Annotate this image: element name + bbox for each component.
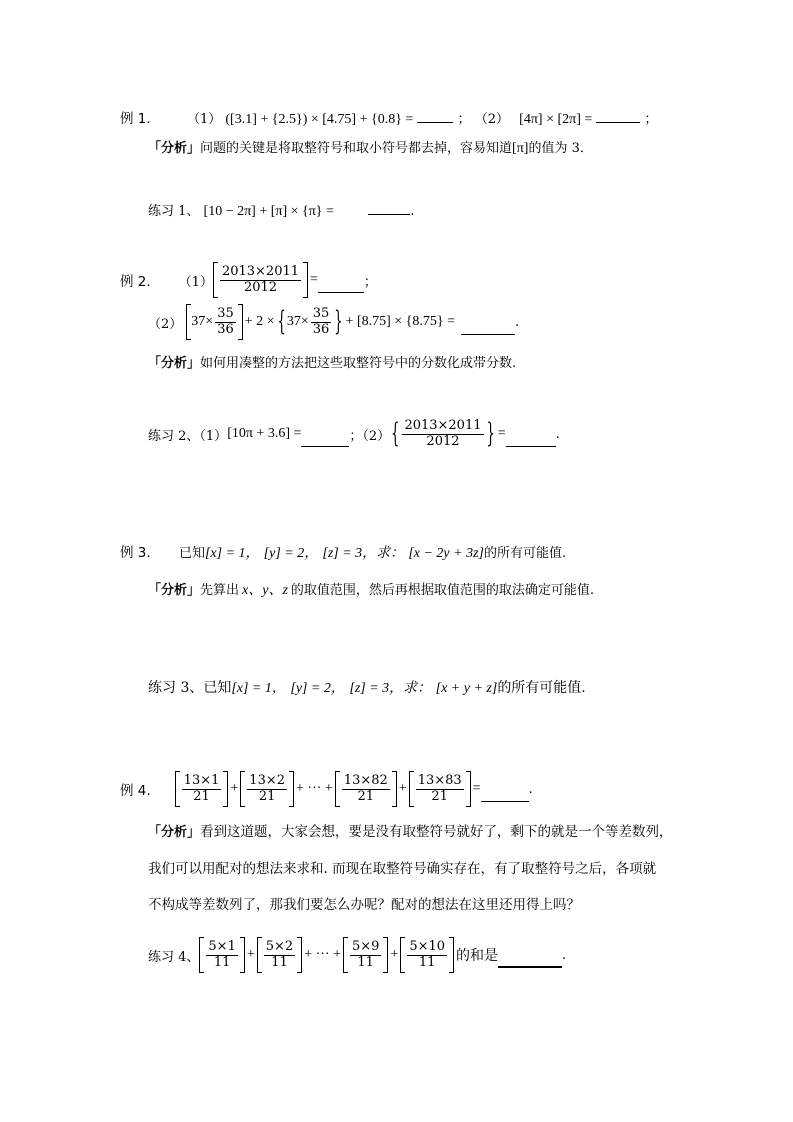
example-4-label: 例 4. xyxy=(120,783,151,799)
example-2-end-2: . xyxy=(515,314,520,330)
fraction-numerator: 5×9 xyxy=(351,938,380,954)
example-4-answer-blank[interactable] xyxy=(481,789,529,802)
practice-2-label: 练习 2、（1） xyxy=(148,428,228,444)
practice-4-term-1 xyxy=(206,940,237,971)
example-4-analysis-line-1 xyxy=(148,814,673,851)
practice-4-end: . xyxy=(562,947,567,963)
example-1-label: 例 1. xyxy=(120,111,151,127)
fraction-denominator: 11 xyxy=(418,954,436,970)
fraction-denominator: 2012 xyxy=(426,433,460,449)
practice-2-equals: = xyxy=(497,426,506,442)
practice-3-tail: 的所有可能值. xyxy=(497,680,586,696)
example-4-equals: = xyxy=(472,781,481,796)
practice-1-answer-blank[interactable] xyxy=(368,202,410,215)
fraction-denominator: 11 xyxy=(213,954,231,970)
floor-bracket-left xyxy=(175,771,180,807)
example-3-condition-x: [x] = 1， xyxy=(204,546,260,561)
example-4-end: . xyxy=(528,781,533,797)
fraction-numerator: 35 xyxy=(312,305,330,321)
floor-bracket-right xyxy=(303,262,308,298)
example-2-analysis-text: 如何用凑整的方法把这些取整符号中的分数化成带分数. xyxy=(200,356,517,371)
example-3-label: 例 3. xyxy=(120,545,151,561)
example-1-end: ； xyxy=(644,112,658,127)
example-1-part2-expression: [4π] × [2π] = xyxy=(519,112,593,127)
fraction-numerator: 13×2 xyxy=(249,772,286,788)
example-4-term-2 xyxy=(247,774,287,805)
floor-bracket-left xyxy=(335,771,340,807)
floor-bracket-right xyxy=(383,937,388,973)
example-3-condition-z: [z] = 3，求： xyxy=(322,546,405,561)
practice-2-separator: ；（2） xyxy=(349,428,391,444)
example-1-part1-answer-blank[interactable] xyxy=(417,110,453,123)
fraction-denominator: 36 xyxy=(217,321,234,337)
example-4-analysis xyxy=(148,814,673,923)
example-4-analysis-line-3: 不构成等差数列了，那我们要怎么办呢？配对的想法在这里还用得上吗？ xyxy=(148,897,580,913)
practice-1-label: 练习 1、 xyxy=(148,204,200,219)
ellipsis: + ··· + xyxy=(304,947,341,962)
practice-4-term-2 xyxy=(264,940,295,971)
example-2-term-b: + 2 × xyxy=(244,314,275,329)
plus-sign: + xyxy=(246,947,255,962)
plus-sign: + xyxy=(230,781,239,796)
floor-bracket-left xyxy=(257,937,262,973)
example-3-line xyxy=(120,541,566,562)
example-1-part2-answer-blank[interactable] xyxy=(596,110,640,123)
ellipsis: + ··· + xyxy=(296,781,333,796)
fraction-numerator: 2013×2011 xyxy=(221,263,300,279)
example-2-end-1: ； xyxy=(363,274,377,290)
practice-4-term-9 xyxy=(350,940,381,971)
floor-bracket-left xyxy=(409,771,414,807)
floor-bracket-left xyxy=(213,262,218,298)
practice-2-fraction xyxy=(402,419,483,450)
example-2-term-d: + [8.75] × {8.75} = xyxy=(345,314,455,329)
fractional-brace-left: { xyxy=(391,418,400,451)
practice-3-target-expression: [x + y + z] xyxy=(435,681,498,696)
fraction-denominator: 11 xyxy=(271,954,288,970)
practice-1-expression: [10 − 2π] + [π] × {π} = xyxy=(203,204,334,219)
fractional-brace-right: } xyxy=(334,306,343,338)
practice-4-answer-blank[interactable] xyxy=(498,954,562,968)
practice-3-label: 练习 3、已知 xyxy=(148,680,232,696)
fraction-numerator: 13×82 xyxy=(343,772,388,788)
example-1-analysis-text-b: 的值为 3． xyxy=(528,141,593,156)
example-2-fraction-2b xyxy=(311,307,332,338)
analysis-tag: 「分析」 xyxy=(148,583,201,598)
floor-bracket-left xyxy=(343,937,348,973)
analysis-tag: 「分析」 xyxy=(148,356,201,371)
floor-bracket-right xyxy=(392,771,397,807)
example-4-analysis-line-2: 我们可以用配对的想法来求和. 而现在取整符号确实存在，有了取整符号之后，各项就 xyxy=(148,861,657,877)
example-3-condition-y: [y] = 2， xyxy=(263,546,319,561)
practice-1-end: . xyxy=(410,204,415,219)
example-3-analysis-text-a: 先算出 xyxy=(200,583,240,598)
example-1-line xyxy=(120,107,658,128)
practice-2-part2-answer-blank[interactable] xyxy=(506,434,556,447)
analysis-tag: 「分析」 xyxy=(148,141,201,156)
analysis-text: 看到这道题，大家会想，要是没有取整符号就好了，剩下的就是一个等差数列， xyxy=(200,824,673,840)
floor-bracket-right xyxy=(240,937,245,973)
example-1-part2-tag: （2） xyxy=(474,112,510,127)
example-3-analysis-text-b: 的取值范围，然后再根据取值范围的取法确定可能值. xyxy=(290,583,595,598)
example-3-target-expression: [x − 2y + 3z] xyxy=(408,546,484,561)
example-2-part1-tag: （1） xyxy=(178,274,213,290)
example-1-analysis-pi: [π] xyxy=(512,141,529,156)
example-2-line-2 xyxy=(148,304,519,340)
example-2-fraction-1 xyxy=(220,265,301,296)
fraction-numerator: 13×1 xyxy=(183,772,220,788)
floor-bracket-left xyxy=(199,937,204,973)
analysis-tag: 「分析」 xyxy=(148,825,201,840)
floor-bracket-left xyxy=(400,937,405,973)
plus-sign: + xyxy=(390,947,399,962)
floor-bracket-right xyxy=(449,937,454,973)
example-1-analysis-text-a: 问题的关键是将取整符号和取小符号都去掉，容易知道 xyxy=(200,141,513,156)
example-2-label: 例 2. xyxy=(120,274,151,290)
example-3-analysis-vars: x、y、z xyxy=(242,583,288,598)
practice-2-line xyxy=(148,419,560,450)
fractional-brace-right: } xyxy=(486,418,495,451)
example-1-separator: ； xyxy=(457,112,471,127)
example-2-line-1 xyxy=(120,262,377,298)
fraction-numerator: 5×2 xyxy=(265,938,294,954)
example-2-part2-tag: （2） xyxy=(148,316,183,332)
example-2-term-a: 37× xyxy=(191,314,214,329)
example-2-equals: = xyxy=(310,272,318,287)
fraction-denominator: 36 xyxy=(312,321,330,337)
practice-1-line xyxy=(148,200,414,220)
practice-3-line xyxy=(148,677,586,697)
plus-sign: + xyxy=(398,781,407,796)
practice-3-condition-x: [x] = 1， xyxy=(231,681,286,696)
fractional-brace-left: { xyxy=(277,306,286,338)
example-4-term-82 xyxy=(342,774,390,805)
fraction-numerator: 35 xyxy=(217,305,234,321)
floor-bracket-right xyxy=(238,304,243,340)
practice-4-label: 练习 4、 xyxy=(148,949,200,965)
example-4-term-83 xyxy=(416,774,464,805)
example-2-fraction-2a xyxy=(215,307,236,338)
example-1-analysis xyxy=(148,137,593,157)
fraction-numerator: 13×83 xyxy=(417,772,462,788)
fraction-denominator: 11 xyxy=(357,954,374,970)
fraction-denominator: 2012 xyxy=(243,279,278,295)
fraction-numerator: 5×1 xyxy=(208,938,236,954)
fraction-numerator: 5×10 xyxy=(409,938,446,954)
practice-4-term-10 xyxy=(407,940,447,971)
fraction-denominator: 21 xyxy=(193,788,210,804)
example-1-part1-tag: （1） xyxy=(186,112,222,127)
fraction-denominator: 21 xyxy=(431,788,448,804)
example-2-analysis xyxy=(148,352,516,371)
practice-4-tail: 的和是 xyxy=(456,948,499,964)
practice-2-expression-1: [10π + 3.6] = xyxy=(227,426,302,442)
example-3-analysis xyxy=(148,579,594,599)
example-2-part2-answer-blank[interactable] xyxy=(461,322,515,335)
practice-2-part1-answer-blank[interactable] xyxy=(301,434,349,447)
practice-3-condition-y: [y] = 2， xyxy=(290,681,345,696)
fraction-numerator: 2013×2011 xyxy=(404,418,482,433)
fraction-denominator: 21 xyxy=(258,788,276,804)
floor-bracket-right xyxy=(297,937,302,973)
example-1-part1-expression: ([3.1] + {2.5}) × [4.75] + {0.8} = xyxy=(225,112,414,127)
floor-bracket-right xyxy=(289,771,294,807)
example-2-part1-answer-blank[interactable] xyxy=(318,280,364,293)
fraction-denominator: 21 xyxy=(357,788,375,804)
floor-bracket-right xyxy=(466,771,471,807)
example-4-term-1 xyxy=(182,774,222,805)
floor-bracket-right xyxy=(223,771,228,807)
example-4-line xyxy=(120,771,533,807)
example-3-tail: 的所有可能值. xyxy=(483,546,567,561)
practice-4-line xyxy=(148,937,566,973)
floor-bracket-left xyxy=(240,771,245,807)
example-2-term-c: 37× xyxy=(286,314,309,329)
practice-3-condition-z: [z] = 3，求： xyxy=(349,681,432,696)
practice-2-end: . xyxy=(555,426,560,442)
example-3-given: 已知 xyxy=(178,546,205,561)
